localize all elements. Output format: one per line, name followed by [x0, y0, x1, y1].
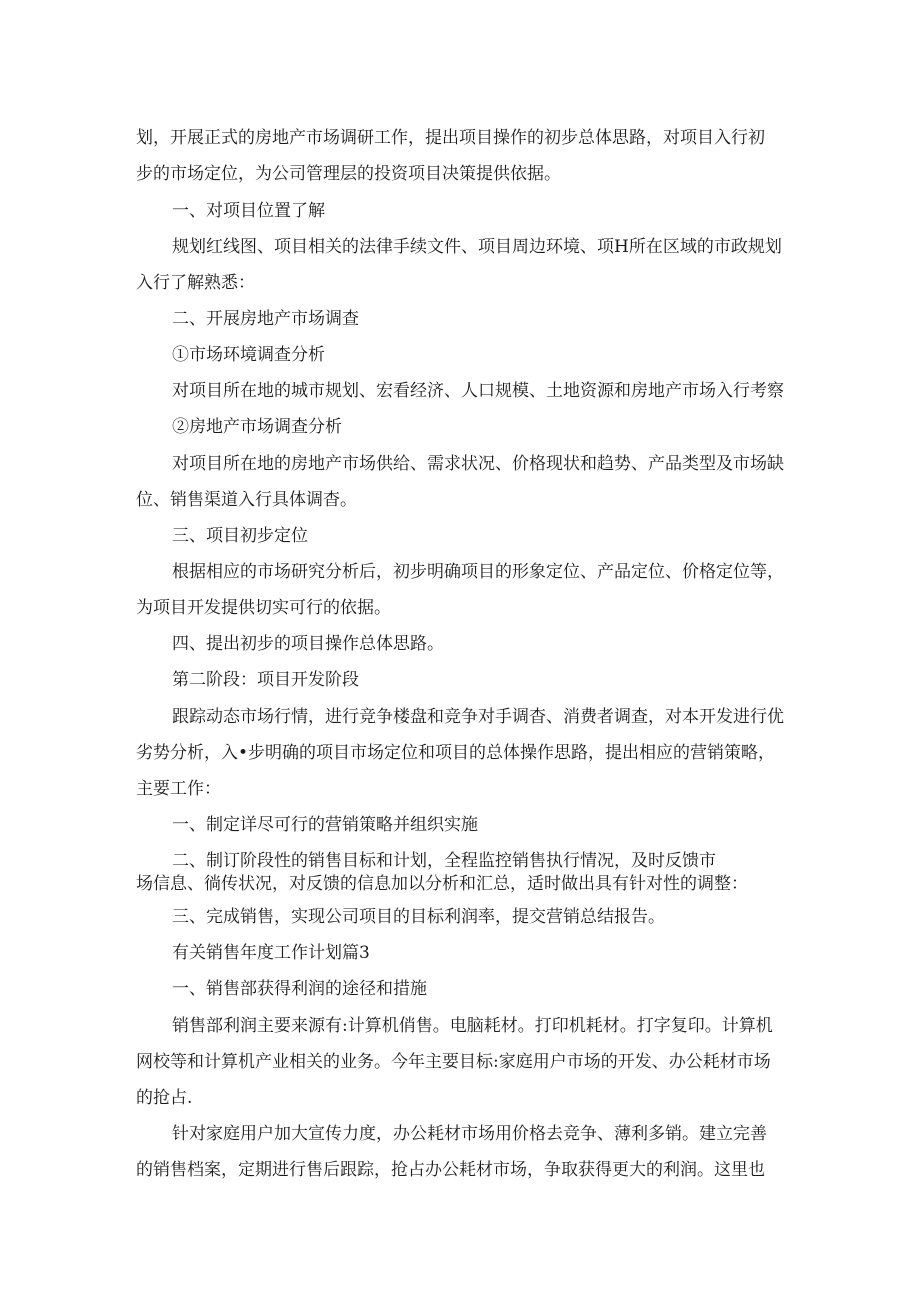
section-heading: 三、完成销售，实现公司项目的目标利润率，提交营销总结报告。	[172, 907, 665, 927]
text-line: 针对家庭用户加大宣传力度，办公耗材市场用价格去竞争、薄利多销。建立完善	[172, 1124, 767, 1144]
section-heading: 二、开展房地产市场调查	[172, 309, 359, 329]
section-heading: 一、对项目位置了解	[172, 201, 325, 221]
text-line: 二、制订阶段性的销售目标和计划，全程监控销售执行情况，及时反馈市	[172, 851, 716, 871]
text-line: 对项目所在地的城市规划、宏看经济、人口规模、土地资源和房地产市场入行考察	[172, 381, 784, 401]
text-line: 劣势分析，入•步明确的项目市场定位和项目的总体操作思路，提出相应的营销策略，	[136, 743, 776, 763]
text-line: 场信息、徜传状况，对反馈的信息加以分析和汇总，适时做出具有针对性的调整：	[136, 874, 748, 894]
text-line: 位、销售渠道入行具体调杳。	[136, 490, 357, 510]
section-heading: 三、项目初步定位	[172, 526, 308, 546]
section-heading: 第二阶段：项目开发阶段	[172, 670, 359, 690]
text-line: 入行了解熟悉：	[136, 273, 255, 293]
text-line: 根据相应的市场研究分析后，初步明确项目的形象定位、产品定位、价格定位等，	[172, 562, 784, 582]
text-line: 步的市场定位，为公司管理层的投资项目决策提供依据。	[136, 164, 561, 184]
text-line: 为项目开发提供切实可行的依据。	[136, 598, 391, 618]
text-line: 划，开展正式的房地产市场调研工作，提出项目操作的初步总体思路，对项目入行初	[136, 128, 765, 148]
text-line: 销售部利润主要来源有:计算机俏售。电脑耗材。打印机耗材。打字复印。计算机	[172, 1016, 773, 1036]
text-line: 主要工作：	[136, 779, 221, 799]
section-heading: 一、销售部获得利润的途径和措施	[172, 979, 427, 999]
subsection-heading: ②房地产市场调查分析	[172, 417, 342, 437]
text-line: 的销售档案，定期进行售后跟踪，抢占办公耗材市场，争取获得更大的利润。这里也	[136, 1160, 765, 1180]
text-line: 规划红线图、项目相关的法律手续文件、项目周边环境、项H所在区域的市政规划	[172, 237, 782, 257]
text-line: 对项目所在地的房地产市场供给、需求状况、价格现状和趋势、产品类型及市场缺	[172, 454, 784, 474]
subsection-heading: ①市场环境调查分析	[172, 345, 325, 365]
text-line: 跟踪动态市场行情，进行竞争楼盘和竞争对手调杳、消费者调查，对本开发进行优	[172, 707, 784, 727]
section-heading: 四、提出初步的项目操作总体思路。	[172, 634, 444, 654]
text-line: 的抢占.	[136, 1088, 193, 1108]
section-title: 有关销售年度工作计划篇3	[172, 943, 370, 963]
section-heading: 一、制定详尽可行的营销策略并组织实施	[172, 815, 478, 835]
text-line: 网校等和计算机产业相关的业务。今年主要目标:家庭用户市场的开发、办公耗材市场	[136, 1052, 771, 1072]
